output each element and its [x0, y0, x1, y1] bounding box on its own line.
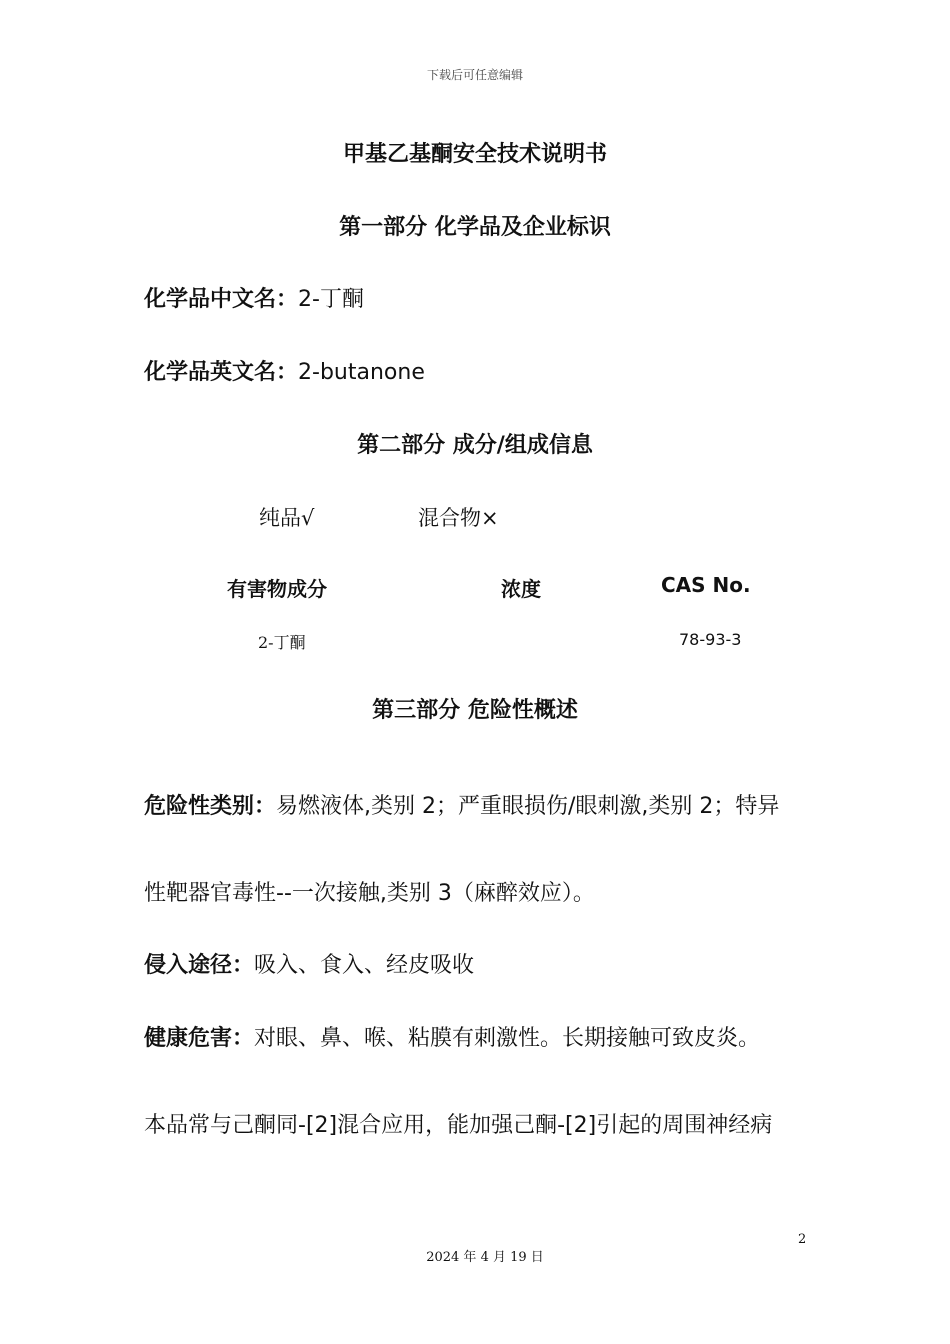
chemical-cn-name-label: 化学品中文名： [144, 287, 299, 312]
chemical-en-name-value: 2-butanone [298, 360, 425, 385]
hazard-category-label: 危险性类别： [144, 794, 277, 819]
health-hazard-label: 健康危害： [144, 1026, 255, 1051]
table-cell-cas: 78-93-3 [679, 630, 742, 649]
chemical-en-name [144, 355, 425, 386]
route-of-entry [144, 948, 474, 979]
section-heading-part1: 第一部分 化学品及企业标识 [339, 215, 611, 240]
pure-option: 纯品√ [259, 506, 315, 530]
document-title: 甲基乙基酮安全技术说明书 [342, 142, 607, 167]
mixture-option: 混合物× [418, 506, 499, 530]
health-hazard-value: 对眼、鼻、喉、粘膜有刺激性。长期接触可致皮炎。 [254, 1026, 761, 1051]
health-hazard-note: 本品常与己酮同-[2]混合应用，能加强己酮-[2]引起的周围神经病 [144, 1113, 773, 1138]
chemical-cn-name [144, 282, 364, 313]
table-header-component: 有害物成分 [227, 577, 327, 601]
hazard-category-line1 [144, 789, 779, 820]
table-cell-component: 2-丁酮 [258, 633, 306, 652]
table-header-concentration: 浓度 [501, 577, 541, 601]
health-hazard [144, 1021, 760, 1052]
route-of-entry-value: 吸入、食入、经皮吸收 [254, 953, 475, 978]
footer-date: 2024 年 4 月 19 日 [426, 1250, 544, 1265]
page-number: 2 [798, 1232, 807, 1247]
table-header-cas: CAS No. [661, 573, 751, 597]
header-note: 下载后可任意编辑 [426, 68, 523, 82]
hazard-category-line2: 性靶器官毒性--一次接触,类别 3（麻醉效应）。 [144, 881, 595, 906]
route-of-entry-label: 侵入途径： [144, 953, 255, 978]
chemical-cn-name-value: 2-丁酮 [298, 287, 364, 312]
section-heading-part2: 第二部分 成分/组成信息 [357, 433, 593, 458]
hazard-category-value: 易燃液体,类别 2；严重眼损伤/眼刺激,类别 2；特异 [276, 794, 780, 819]
chemical-en-name-label: 化学品英文名： [144, 360, 299, 385]
section-heading-part3: 第三部分 危险性概述 [372, 698, 578, 723]
